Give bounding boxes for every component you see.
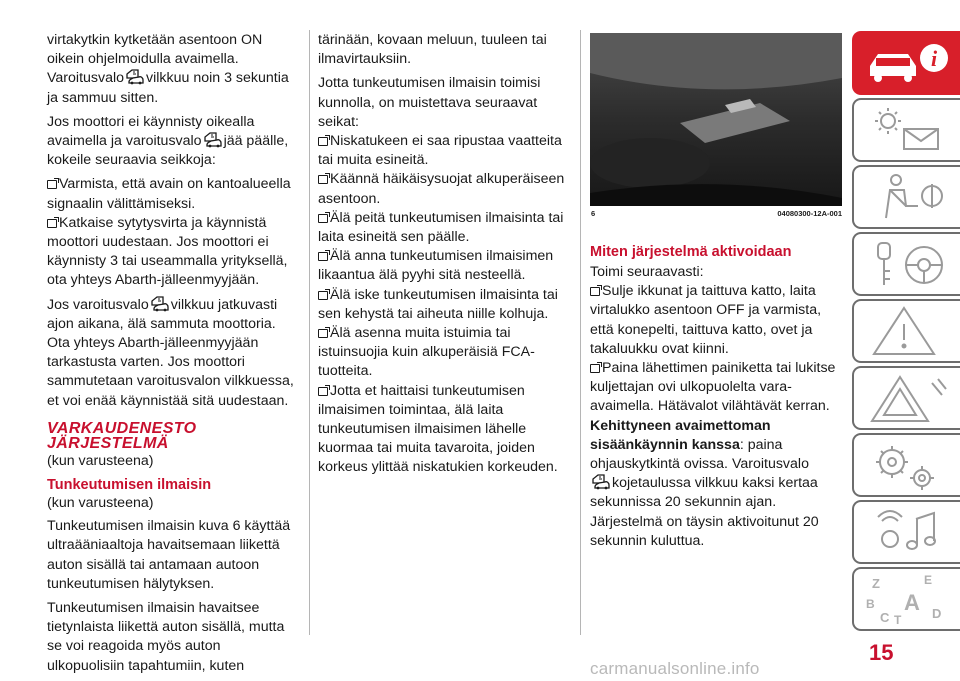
bullet-item: Käännä häikäisysuojat alkuperäiseen asentoon. — [318, 171, 565, 207]
index-letter: D — [932, 606, 942, 621]
subtitle: (kun varusteena) — [47, 452, 154, 469]
bullet-icon — [590, 287, 600, 296]
bullet-item: Niskatukeen ei saa ripustaa vaatteita tai muita esineitä. — [318, 133, 562, 169]
key-steering-icon — [860, 237, 952, 293]
column-divider — [309, 30, 310, 635]
paragraph: tärinään, kovaan meluun, tuuleen tai ilmavirtauksiin. — [318, 32, 547, 68]
tab-dashboard-lights[interactable] — [852, 98, 960, 162]
subsection-heading: Tunkeutumisen ilmaisin — [47, 477, 212, 494]
bullet-item: Älä anna tunkeutumisen ilmaisimen likaantua älä pyyhi sitä nesteellä. — [318, 248, 554, 284]
paragraph: virtakytkin kytketään asentoon ON oikein ohjelmoidulla avaimella. Varoitusvalo vilkkuu noin 3 sekuntia ja sammuu sitten. — [47, 32, 289, 106]
bullet-icon — [318, 329, 328, 338]
bullet-icon — [590, 364, 600, 373]
breakdown-triangle-icon — [860, 371, 952, 427]
bullet-item: Älä asenna muita istuimia tai istuinsuojia kuin alkuperäisiä FCA-tuotteita. — [318, 325, 535, 380]
watermark: carmanualsonline.info — [590, 659, 760, 678]
music-nav-icon — [860, 505, 952, 561]
bullet-item: Katkaise sytytysvirta ja käynnistä moottori uudestaan. Jos moottori ei käynnisty 3 tai useammalla yrityksellä, ota yhteys Abarth-jälleenmyyjään. — [47, 214, 288, 289]
bullet-item: Paina lähettimen painiketta tai lukitse kuljettajan ovi ulkopuolelta vara-avaimella. Hätävalot vilähtävät kerran. Kehittyneen avaimettoman sisäänkäynnin kanssa: paina ohjauskytkintä ovissa. Varoitusvalo kojetaulussa vilkkuu kaksi kertaa sekunnissa 20 sekunnin ajan. — [590, 360, 836, 511]
bullet-item: Älä peitä tunkeutumisen ilmaisinta tai laita esineitä sen päälle. — [318, 209, 564, 246]
column-left — [47, 31, 301, 681]
column-middle — [318, 31, 572, 483]
column-right — [590, 238, 842, 556]
dashboard-lights-icon — [860, 103, 952, 159]
index-letter: E — [924, 573, 933, 587]
tab-key-steering[interactable] — [852, 232, 960, 296]
bullet-icon — [318, 387, 328, 396]
seatbelt-airbag-icon — [860, 170, 952, 226]
bullet-item: Varmista, että avain on kantoalueella signaalin välittämiseksi. — [47, 176, 291, 212]
figure-intrusion-sensor-photo — [590, 33, 842, 206]
bullet-item: Jotta et haittaisi tunkeutumisen ilmaisimen toimintaa, älä laita tunkeutumisen ilmaisimen lähelle kuormaa tai muita tavaroita, joiden korkeus ylittää niskatukien korkeuden. — [318, 382, 558, 476]
tab-index[interactable] — [852, 567, 960, 631]
subsection-heading: Miten järjestelmä aktivoidaan — [590, 244, 792, 260]
section-heading: VARKAUDENESTO JÄRJESTELMÄ — [47, 419, 197, 452]
bullet-item: Älä iske tunkeutumisen ilmaisinta tai sen kehystä tai aiheuta niille kolhuja. — [318, 286, 558, 322]
paragraph: Tunkeutumisen ilmaisin havaitsee tietynlaista liikettä auton sisällä, mutta se voi reagoida myös auton ulkopuolisiin tapahtumiin, kuten — [47, 600, 285, 674]
paragraph: Jotta tunkeutumisen ilmaisin toimisi kunnolla, on muistettava seuraavat seikat: — [318, 75, 541, 130]
index-letter: T — [894, 613, 902, 627]
index-letter: A — [904, 590, 920, 615]
index-letter: C — [880, 610, 890, 625]
immobilizer-warning-icon — [124, 69, 146, 85]
figure-code: 04080300-12A-001 — [777, 209, 842, 218]
tab-car-info[interactable] — [852, 31, 960, 95]
figure-number: 6 — [591, 209, 596, 218]
index-letter: B — [866, 597, 875, 611]
gears-maintenance-icon — [860, 438, 952, 494]
tab-breakdown[interactable] — [852, 366, 960, 430]
bullet-icon — [47, 180, 57, 189]
immobilizer-warning-icon — [149, 296, 171, 312]
tab-warning[interactable] — [852, 299, 960, 363]
alphabet-index-icon — [860, 572, 952, 628]
bullet-icon — [318, 175, 328, 184]
bullet-icon — [318, 137, 328, 146]
tab-multimedia[interactable] — [852, 500, 960, 564]
paragraph: Jos varoitusvalo vilkkuu jatkuvasti ajon aikana, älä sammuta moottoria. Ota yhteys Abarth-jälleenmyyjään tarkastusta varten. Jos moottori sammutetaan varoitusvalon vilkkuessa, et voi enää käynnistää sitä uudestaan. — [47, 296, 294, 409]
bullet-icon — [318, 252, 328, 261]
car-info-icon — [860, 36, 952, 92]
subtitle: (kun varusteena) — [47, 495, 154, 512]
tab-seatbelt-airbag[interactable] — [852, 165, 960, 229]
bullet-icon — [318, 291, 328, 300]
bullet-icon — [47, 219, 57, 228]
page-number: 15 — [869, 640, 894, 665]
bullet-icon — [318, 214, 328, 223]
paragraph: Järjestelmä on täysin aktivoitunut 20 sekunnin kuluttua. — [590, 513, 819, 549]
svg-text:i: i — [930, 46, 938, 71]
immobilizer-warning-icon — [590, 474, 612, 490]
index-letter: Z — [872, 576, 880, 591]
paragraph: Jos moottori ei käynnisty oikealla avaimella ja varoitusvalo jää päälle, kokeile seuraavia seikkoja: — [47, 113, 289, 169]
column-divider — [580, 30, 581, 635]
warning-triangle-icon — [860, 304, 952, 360]
bullet-item: Sulje ikkunat ja taittuva katto, laita virtalukko asentoon OFF ja varmista, että konepelti, taittuva katto, ovet ja takaluukku ovat kiinni. — [590, 283, 822, 357]
paragraph: Tunkeutumisen ilmaisin kuva 6 käyttää ultraääniaaltoja havaitsemaan liikettä auton sisällä tai antamaan autoon tunkeutumisen hälytyksen. — [47, 518, 291, 592]
immobilizer-warning-icon — [202, 132, 224, 148]
tab-maintenance[interactable] — [852, 433, 960, 497]
paragraph: Toimi seuraavasti: — [590, 264, 704, 280]
